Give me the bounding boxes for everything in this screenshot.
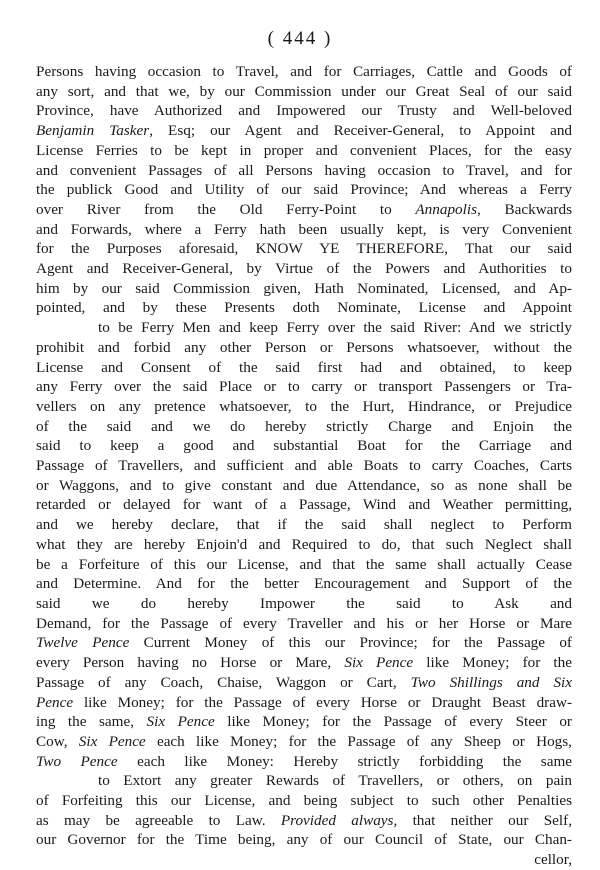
text-segment: said we do hereby Impower the said to Ask and (36, 594, 572, 612)
text-line (36, 220, 572, 240)
text-line (36, 791, 572, 811)
text-line (36, 338, 572, 358)
text-segment: Persons having occasion to Travel, and for Carriages, Cattle and Goods of (36, 63, 572, 80)
text-line (36, 614, 572, 634)
text-line (36, 259, 572, 279)
text-segment: every Person having no Horse or Mare, (36, 654, 345, 672)
text-line (36, 535, 572, 555)
text-line (36, 653, 572, 673)
text-line (36, 555, 572, 575)
text-segment: Passage of Travellers, and sufficient and able Boats to carry Coaches, Carts (36, 457, 572, 475)
text-line (36, 200, 572, 220)
text-segment: pointed, and by these Presents doth Nominate, License and Appoint (36, 299, 572, 317)
text-segment: to be Ferry Men and keep Ferry over the said River: And we strictly (98, 319, 572, 337)
italic-text: Two Shillings and Six (410, 673, 572, 691)
text-line (36, 101, 572, 121)
text-segment: of the said and we do hereby strictly Charge and Enjoin the (36, 417, 572, 435)
italic-text: Provided always (280, 811, 394, 829)
text-segment: prohibit and forbid any other Person or Persons whatsoever, without the (36, 338, 572, 356)
text-segment: as may be agreeable to Law. (36, 811, 281, 829)
text-line (36, 318, 572, 338)
italic-text: Six Pence (78, 732, 146, 750)
text-line (36, 830, 572, 850)
text-segment: for the Purposes aforesaid, KNOW YE THEREFORE, That our said (36, 240, 572, 258)
italic-text: Pence (36, 693, 74, 711)
text-segment: and convenient Passages of all Persons having occasion to Travel, and for (36, 161, 572, 179)
text-segment: each like Money: Hereby strictly forbidding the same (117, 752, 572, 770)
text-line (36, 436, 572, 456)
text-line (36, 417, 572, 437)
text-segment: over River from the Old Ferry-Point to (36, 200, 416, 218)
text-line (36, 693, 572, 713)
text-line (36, 633, 572, 653)
text-segment: retarded or delayed for want of a Passage, Wind and Weather permitting, (36, 496, 572, 514)
italic-text: Annapolis (415, 200, 477, 218)
text-line (36, 673, 572, 693)
text-segment: like Money; for the (413, 654, 572, 672)
text-segment: said to keep a good and substantial Boat for the Carriage and (36, 437, 572, 455)
text-segment: the publick Good and Utility of our said Province; And whereas a Ferry (36, 181, 572, 199)
text-line (36, 811, 572, 831)
body-text (36, 62, 572, 870)
text-line (36, 358, 572, 378)
page-number: ( 444 ) (267, 28, 333, 49)
text-segment: what they are hereby Enjoin'd and Required to do, that such Neglect shall (36, 535, 572, 553)
text-segment: our Governor for the Time being, any of our Council of State, our Chan- (36, 831, 572, 849)
text-line (36, 850, 572, 870)
text-segment: to Extort any greater Rewards of Travellers, or others, on pain (98, 772, 572, 790)
text-line (36, 82, 572, 102)
text-line (36, 239, 572, 259)
text-segment: of Forfeiting this our License, and being subject to such other Penalties (36, 792, 572, 810)
text-line (36, 298, 572, 318)
text-segment: ing the same, (36, 713, 147, 731)
italic-text: Six Pence (344, 654, 414, 672)
text-segment: Demand, for the Passage of every Traveller and his or her Horse or Mare (36, 614, 572, 632)
italic-text: Six Pence (146, 713, 215, 731)
italic-text: Two Pence (36, 752, 118, 770)
text-line (36, 594, 572, 614)
text-line (36, 476, 572, 496)
text-segment: be a Forfeiture of this our License, and that the same shall actually Cease (36, 555, 572, 573)
text-line (36, 712, 572, 732)
text-line (36, 732, 572, 752)
text-line (36, 397, 572, 417)
text-segment: like Money; for the Passage of every Horse or Draught Beast draw- (73, 693, 572, 711)
text-segment: any Ferry over the said Place or to carry or transport Passengers or Tra- (36, 378, 572, 396)
text-line (36, 180, 572, 200)
text-segment: and Forwards, where a Ferry hath been usually kept, is very Convenient (36, 220, 572, 238)
text-line (36, 377, 572, 397)
text-segment: vellers on any pretence whatsoever, to the Hurt, Hindrance, or Prejudice (36, 397, 572, 415)
text-line (36, 121, 572, 141)
text-segment: Agent and Receiver-General, by Virtue of the Powers and Authorities to (36, 260, 572, 278)
text-segment: Current Money of this our Province; for the Passage of (129, 634, 572, 652)
text-segment: each like Money; for the Passage of any Sheep or Hogs, (145, 732, 572, 750)
text-line (36, 771, 572, 791)
text-segment: , Esq; our Agent and Receiver-General, to Appoint and (149, 122, 572, 140)
text-segment: , Backwards (477, 200, 572, 218)
text-segment: Cow, (36, 732, 79, 750)
text-segment: , that neither our Self, (393, 811, 572, 829)
italic-text: Benjamin Tasker (36, 122, 150, 140)
text-segment: cellor, (534, 851, 572, 869)
text-segment: License Ferries to be kept in proper and convenient Places, for the easy (36, 141, 572, 159)
text-segment: Province, have Authorized and Impowered our Trusty and Well-beloved (36, 102, 572, 120)
text-segment: any sort, and that we, by our Commission under our Great Seal of our said (36, 82, 572, 100)
text-segment: and we hereby declare, that if the said shall neglect to Perform (36, 516, 572, 534)
text-line (36, 161, 572, 181)
text-segment: License and Consent of the said first had and obtained, to keep (36, 358, 572, 376)
text-segment: or Waggons, and to give constant and due Attendance, so as none shall be (36, 476, 572, 494)
text-line (36, 574, 572, 594)
text-segment: Passage of any Coach, Chaise, Waggon or Cart, (36, 673, 411, 691)
text-line (36, 141, 572, 161)
italic-text: Twelve Pence (36, 634, 130, 652)
text-line (36, 752, 572, 772)
text-line (36, 456, 572, 476)
text-segment: and Determine. And for the better Encouragement and Support of the (36, 575, 572, 593)
text-line (36, 62, 572, 82)
text-segment: him by our said Commission given, Hath Nominated, Licensed, and Ap- (36, 279, 572, 297)
text-line (36, 515, 572, 535)
text-line (36, 279, 572, 299)
text-segment: like Money; for the Passage of every Steer or (214, 713, 572, 731)
text-line (36, 495, 572, 515)
